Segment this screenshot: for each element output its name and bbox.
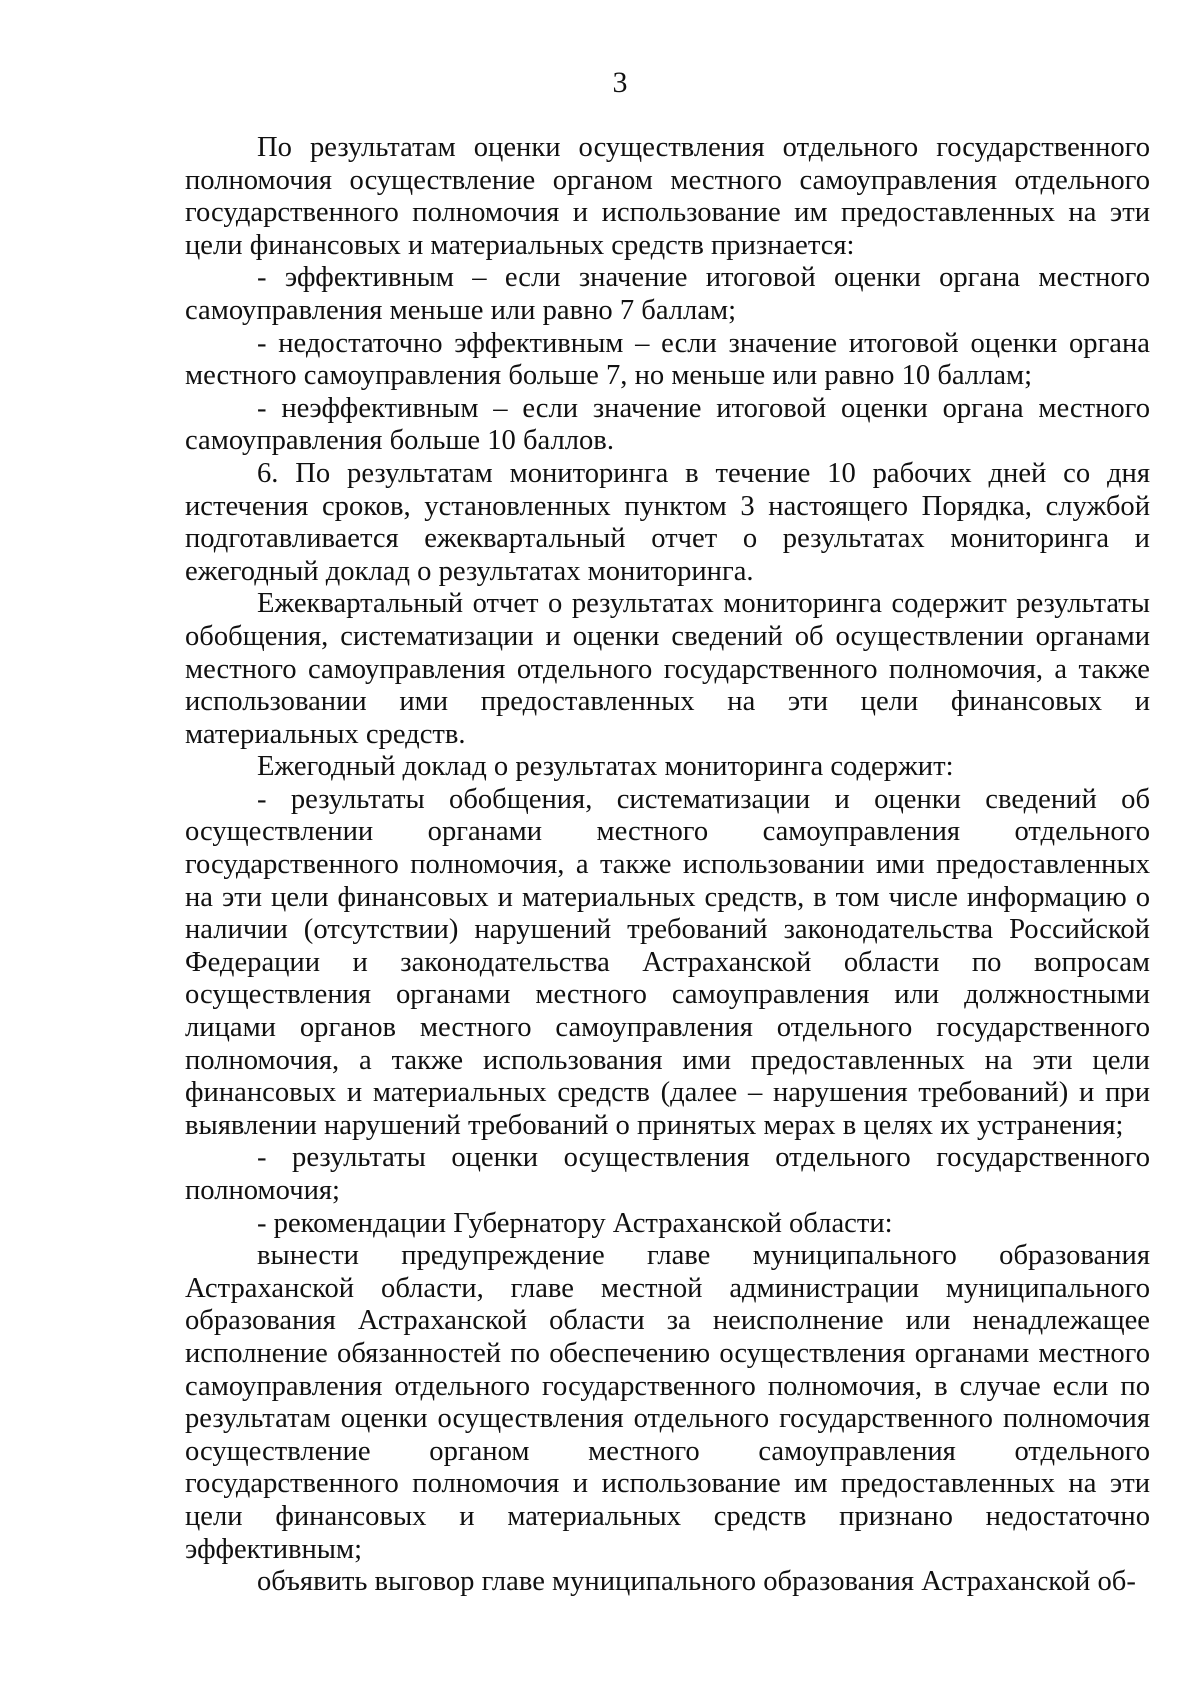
paragraph-reprimand: объявить выговор главе муниципального образования Астраханской об- [257, 1566, 1136, 1598]
paragraph-quarterly-report: Ежеквартальный отчет о результатах мониторинга содержит результаты обобщения, систематизации и оценки сведений об осуществлении органами местного самоуправления отдельного государственного полномочия, а также использовании ими предоставленных на эти цели финансовых и материальных средств. [185, 588, 1150, 750]
paragraph-assessment-intro: По результатам оценки осуществления отдельного государственного полномочия осуществление органом местного самоуправления отдельного государственного полномочия и использование им предоставленных на эти цели финансовых и материальных средств признается: [185, 132, 1150, 261]
list-item-ineffective: - неэффективным – если значение итоговой оценки органа местного самоуправления больше 10 баллов. [185, 392, 1150, 457]
paragraph-warning: вынести предупреждение главе муниципального образования Астраханской области, главе местной администрации муниципального образования Астраханской области за неисполнение или ненадлежащее исполнение обязанностей по обеспечению осуществления органами местного самоуправления отдельного государственного полномочия, в случае если по результатам оценки осуществления отдельного государственного полномочия осуществление органом местного самоуправления отдельного государственного полномочия и использование им предоставленных на эти цели финансовых и материальных средств признано недостаточно эффективным; [185, 1240, 1150, 1565]
list-item-assessment-results: - результаты оценки осуществления отдельного государственного полномочия; [185, 1142, 1150, 1206]
list-item-recommendations: - рекомендации Губернатору Астраханской области: [257, 1207, 893, 1239]
list-item-insufficient: - недостаточно эффективным – если значение итоговой оценки органа местного самоуправления больше 7, но меньше или равно 10 баллам; [185, 327, 1150, 392]
list-item-summary-results: - результаты обобщения, систематизации и оценки сведений об осуществлении органами местного самоуправления отдельного государственного полномочия, а также использовании ими предоставленных на эти цели финансовых и материальных средств, в том числе информацию о наличии (отсутствии) нарушений требований законодательства Российской Федерации и законодательства Астраханской области по вопросам осуществления органами местного самоуправления или должностными лицами органов местного самоуправления отдельного государственного полномочия, а также использования ими предоставленных на эти цели финансовых и материальных средств (далее – нарушения требований) и при выявлении нарушений требований о принятых мерах в целях их устранения; [185, 783, 1150, 1141]
list-item-effective: - эффективным – если значение итоговой оценки органа местного самоуправления меньше или равно 7 баллам; [185, 262, 1150, 326]
paragraph-item-6: 6. По результатам мониторинга в течение 10 рабочих дней со дня истечения сроков, установленных пунктом 3 настоящего Порядка, службой подготавливается ежеквартальный отчет о результатах мониторинга и ежегодный доклад о результатах мониторинга. [185, 457, 1150, 587]
page-number: 3 [612, 66, 628, 99]
document-body [185, 132, 1150, 1599]
paragraph-annual-report-intro: Ежегодный доклад о результатах мониторинга содержит: [257, 751, 954, 783]
